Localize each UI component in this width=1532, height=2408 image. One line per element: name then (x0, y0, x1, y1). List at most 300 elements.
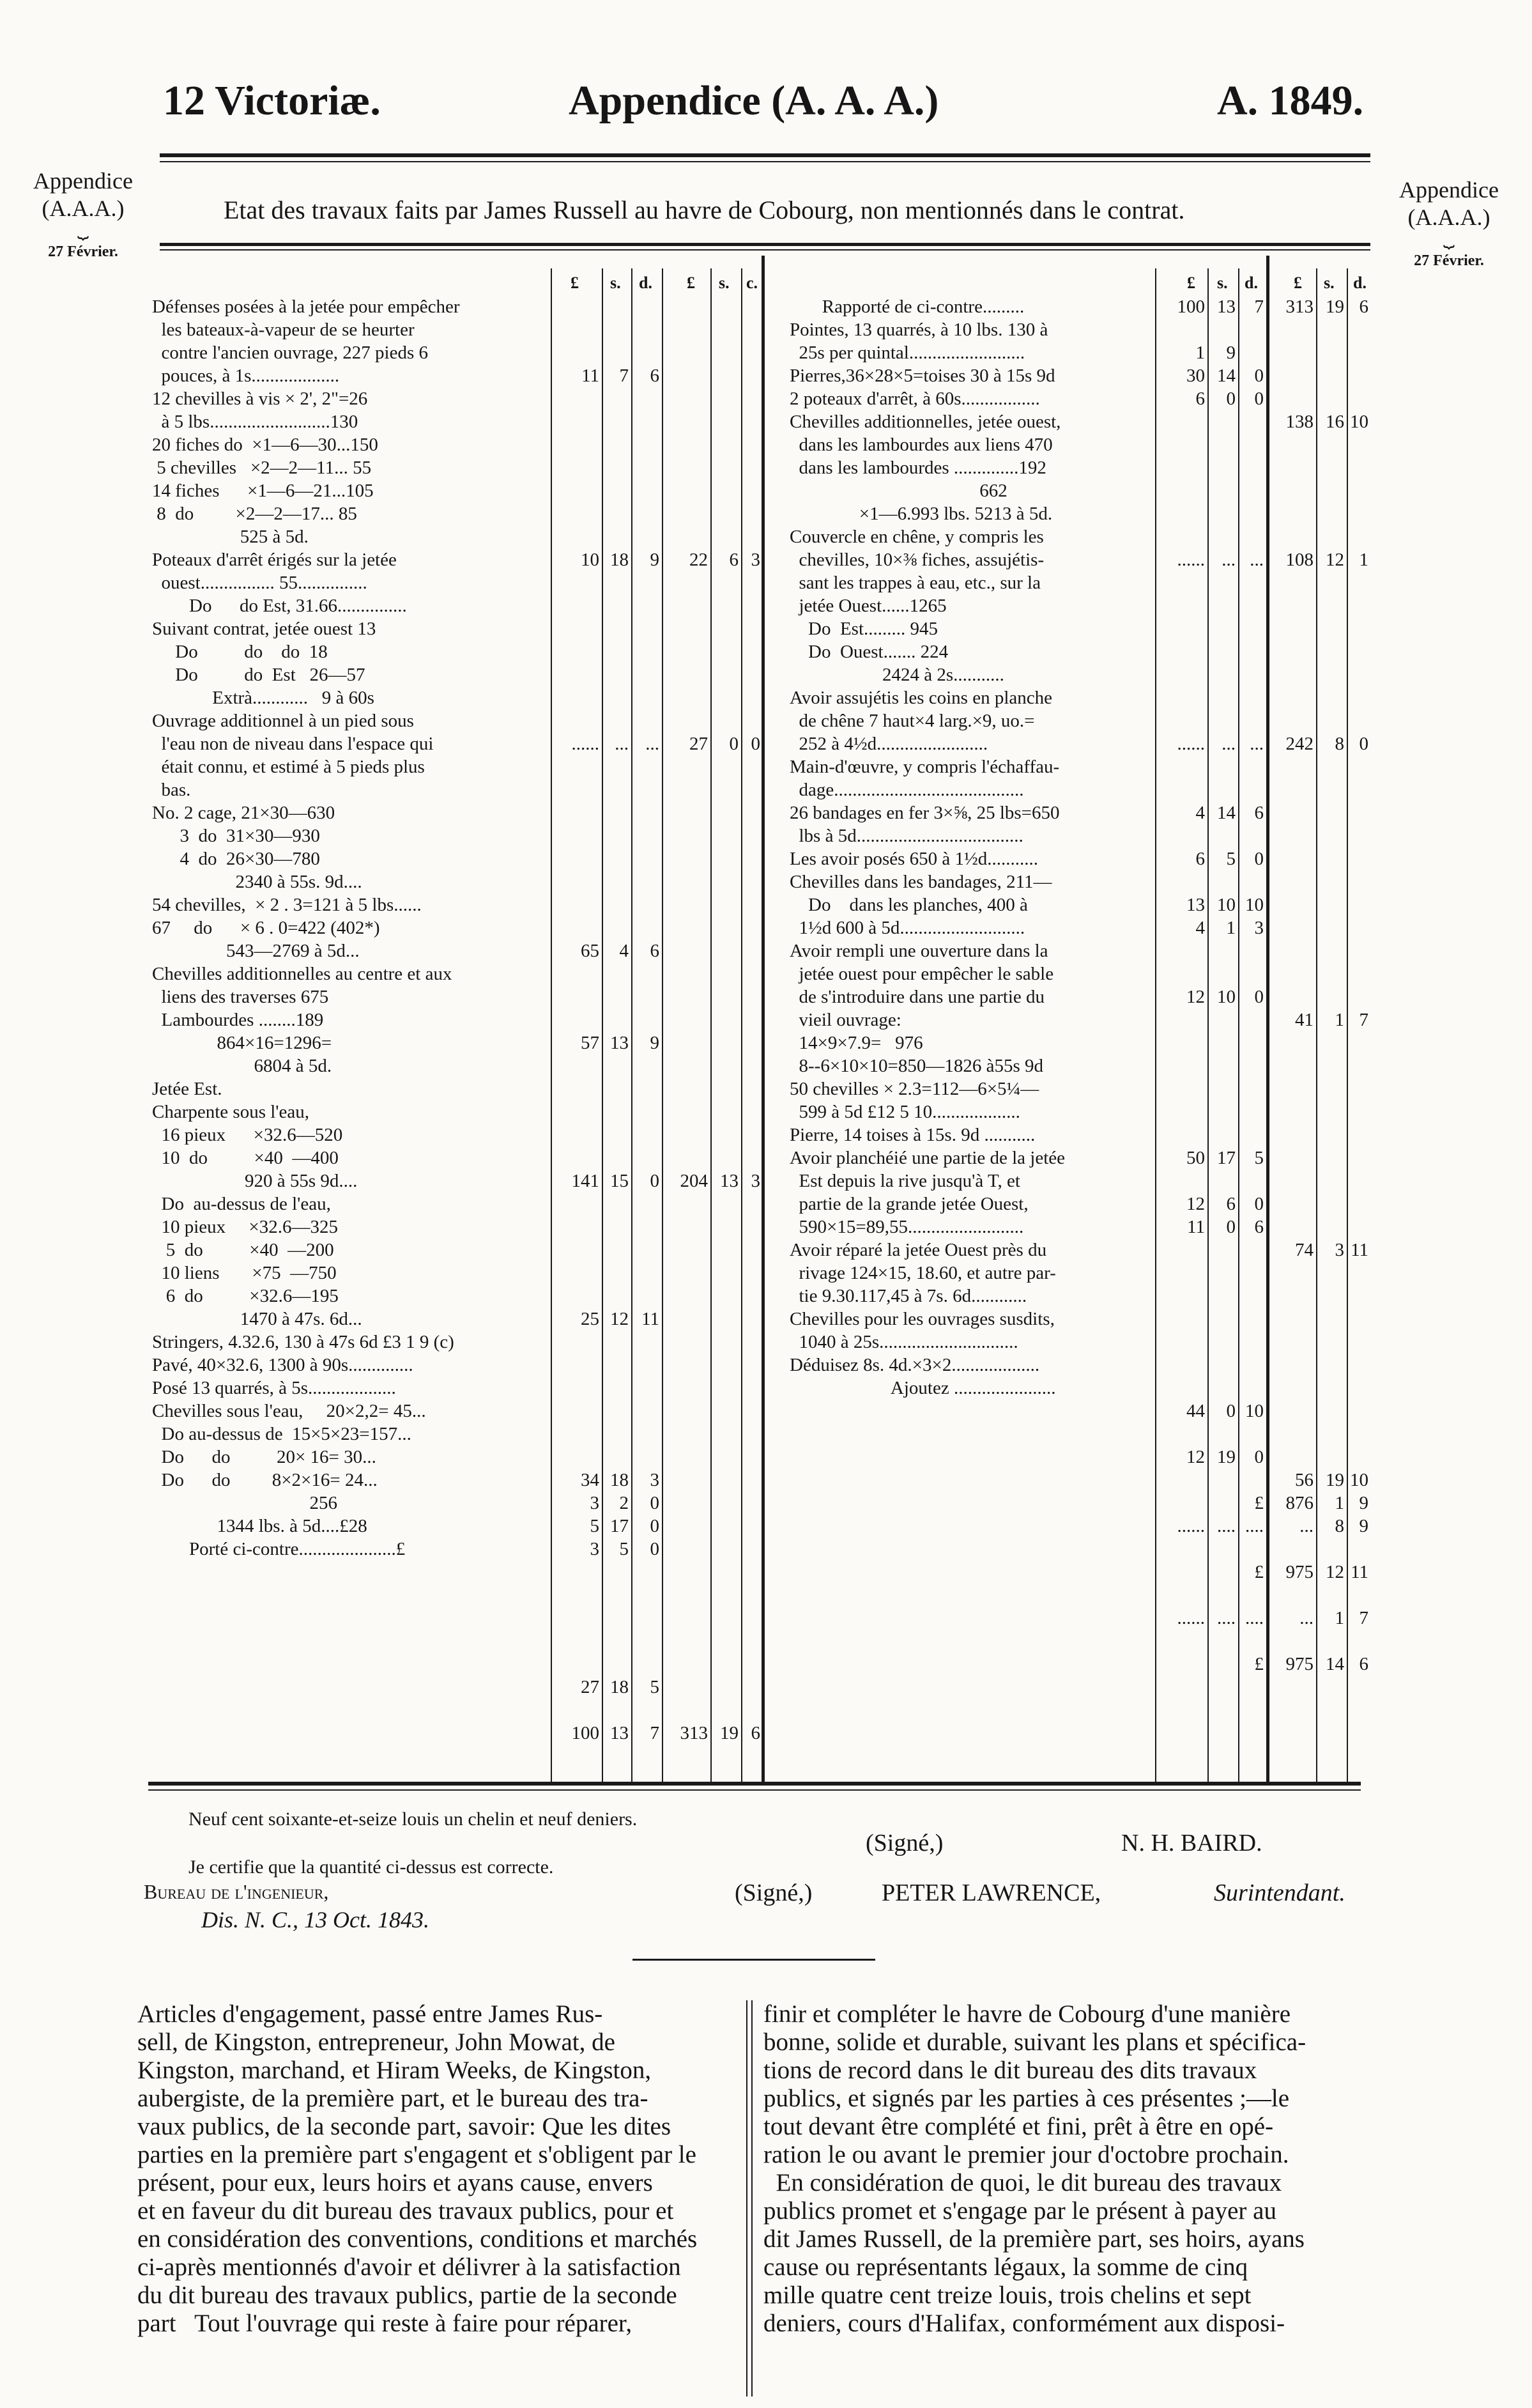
prose-line: tions de record dans le dit bureau des dits travaux (763, 2057, 1257, 2084)
table-line: l'eau non de niveau dans l'espace qui (152, 734, 434, 754)
amount-cell: 19 (1326, 297, 1344, 317)
amount-cell: ... (1250, 550, 1264, 570)
amount-cell: 13 (720, 1171, 739, 1191)
table-line: Chevilles additionnelles au centre et aux (152, 964, 452, 984)
certification: Je certifie que la quantité ci-dessus est correcte. (188, 1856, 554, 1878)
prose-line: publics promet et s'engage par le présent à payer au (763, 2197, 1276, 2225)
table-line: dans les lambourdes ..............192 (790, 458, 1046, 478)
amount-cell: 12 (610, 1309, 629, 1329)
margin-label-line2: (A.A.A.) (42, 196, 125, 222)
table-line: vieil ouvrage: (790, 1010, 901, 1030)
amount-cell: 5 (619, 1539, 629, 1559)
vrule (631, 268, 632, 1783)
column-divider (746, 2000, 747, 2396)
head-shilling-4: s. (1324, 274, 1335, 292)
table-line: 20 fiches do ×1—6—30...150 (152, 435, 378, 455)
amount-cell: 6 (1195, 389, 1205, 409)
amount-cell: 3 (590, 1539, 599, 1559)
table-line: Pierres,36×28×5=toises 30 à 15s 9d (790, 366, 1055, 386)
amount-cell: 10 (1350, 412, 1368, 432)
amount-cell: 3 (650, 1470, 659, 1490)
amount-cell: 0 (751, 734, 760, 754)
amount-cell: .... (1217, 1516, 1236, 1536)
table-line: Rapporté de ci-contre......... (790, 297, 1025, 317)
table-line: 864×16=1296= (152, 1033, 332, 1053)
table-line: Déduisez 8s. 4d.×3×2................... (790, 1355, 1040, 1375)
table-line: de chêne 7 haut×4 larg.×9, uo.= (790, 711, 1035, 731)
right-entries (790, 295, 1154, 1400)
vrule (1316, 268, 1317, 1783)
amount-cell: ...... (1177, 1516, 1205, 1536)
amount-cell: 1 (1359, 550, 1368, 570)
amount-cell: 11 (581, 366, 599, 386)
amount-cell: 0 (1226, 389, 1236, 409)
margin-label-line1: Appendice (1399, 177, 1499, 203)
vrule (741, 268, 742, 1783)
amount-cell: ... (645, 734, 659, 754)
header-left: 12 Victoriæ. (163, 77, 381, 124)
table-line: partie de la grande jetée Ouest, (790, 1194, 1029, 1214)
amount-cell: 12 (1326, 550, 1344, 570)
table-line: 1040 à 25s.............................. (790, 1332, 1018, 1352)
table-line: Défenses posées à la jetée pour empêcher (152, 297, 460, 317)
amount-cell: 6 (650, 366, 659, 386)
amount-cell: 27 (581, 1677, 599, 1697)
table-line: Chevilles dans les bandages, 211— (790, 872, 1052, 892)
table-line: 1470 à 47s. 6d... (152, 1309, 362, 1329)
amount-cell: 34 (581, 1470, 599, 1490)
header-rule (160, 153, 1370, 157)
signed-label-2: (Signé,) (735, 1879, 813, 1906)
amount-cell: ...... (1177, 550, 1205, 570)
table-line: lbs à 5d.................................... (790, 826, 1023, 846)
amount-cell: 0 (1226, 1401, 1236, 1421)
table-line: Main-d'œuvre, y compris l'échaffau- (790, 757, 1060, 777)
amount-cell: 57 (581, 1033, 599, 1053)
articles-column-1 (137, 2000, 735, 2338)
table-line: Do do 20× 16= 30... (152, 1447, 376, 1467)
vrule (1207, 268, 1209, 1783)
signed-label-1: (Signé,) (866, 1830, 944, 1856)
table-line: Ajoutez ...................... (790, 1378, 1056, 1398)
amount-cell: 22 (689, 550, 708, 570)
table-line: 10 do ×40 —400 (152, 1148, 339, 1168)
head-pound-2: £ (687, 274, 695, 292)
amount-cell: 65 (581, 941, 599, 961)
prose-line: présent, pour eux, leurs hoirs et ayans cause, envers (137, 2169, 653, 2196)
margin-label-line2: (A.A.A.) (1407, 205, 1490, 231)
table-bottom-rule-thin (148, 1789, 1361, 1791)
amount-cell: 0 (650, 1493, 659, 1513)
amount-cell: 56 (1295, 1470, 1314, 1490)
table-line: Pierre, 14 toises à 15s. 9d ........... (790, 1125, 1036, 1145)
table-line: 16 pieux ×32.6—520 (152, 1125, 343, 1145)
amount-cell: 7 (1359, 1010, 1368, 1030)
table-line: 256 (152, 1493, 337, 1513)
amount-cell: 14 (1326, 1654, 1344, 1674)
amount-cell: 0 (1226, 1217, 1236, 1237)
table-line: 10 pieux ×32.6—325 (152, 1217, 339, 1237)
amount-cell: 7 (619, 366, 629, 386)
table-line: Avoir réparé la jetée Ouest près du (790, 1240, 1047, 1260)
table-line: Avoir assujétis les coins en planche (790, 688, 1052, 708)
column-divider (751, 2000, 753, 2396)
amount-cell: 10 (1350, 1470, 1368, 1490)
table-line: Est depuis la rive jusqu'à T, et (790, 1171, 1020, 1191)
table-line: 26 bandages en fer 3×⅝, 25 lbs=650 (790, 803, 1060, 823)
prose-line: et en faveur du dit bureau des travaux publics, pour et (137, 2197, 674, 2225)
amount-cell: 3 (590, 1493, 599, 1513)
amount-cell: 0 (1254, 1194, 1264, 1214)
amount-cell: 0 (1254, 849, 1264, 869)
table-line: Lambourdes ........189 (152, 1010, 324, 1030)
vrule (710, 268, 712, 1783)
title-rule-thin (160, 249, 1370, 251)
table-line: 14×9×7.9= 976 (790, 1033, 923, 1053)
amount-cell: 141 (571, 1171, 599, 1191)
amount-cell: 3 (1254, 918, 1264, 938)
amount-cell: .... (1245, 1608, 1264, 1628)
bureau-label: Bureau de l'ingenieur, (144, 1880, 329, 1903)
prose-line: finir et compléter le havre de Cobourg d'une manière (763, 2000, 1291, 2028)
amount-cell: £ (1254, 1562, 1264, 1582)
amount-cell: ... (1222, 734, 1236, 754)
amount-cell: 1 (1226, 918, 1236, 938)
amount-cell: 3 (1335, 1240, 1344, 1260)
amount-cell: 6 (650, 941, 659, 961)
amount-cell: ... (1299, 1608, 1314, 1628)
separator-rule (632, 1959, 875, 1961)
amount-cell: 6 (1254, 1217, 1264, 1237)
vrule (602, 268, 603, 1783)
amount-cell: 50 (1186, 1148, 1205, 1168)
amount-cell: 14 (1217, 366, 1236, 386)
articles-column-2 (763, 2000, 1361, 2338)
prose-line: part Tout l'ouvrage qui reste à faire pour réparer, (137, 2310, 632, 2337)
amount-cell: 204 (680, 1171, 708, 1191)
amount-cell: 13 (610, 1033, 629, 1053)
table-line: Avoir planchéié une partie de la jetée (790, 1148, 1066, 1168)
amount-cell: 8 (1335, 1516, 1344, 1536)
prose-line: publics, et signés par les parties à ces présentes ;—le (763, 2085, 1290, 2112)
table-bottom-rule (148, 1782, 1361, 1786)
amount-cell: ... (1222, 550, 1236, 570)
amount-cell: 9 (650, 550, 659, 570)
amount-cell: £ (1254, 1654, 1264, 1674)
table-line: 2340 à 55s. 9d.... (152, 872, 362, 892)
table-line: ouest................ 55............... (152, 573, 367, 593)
amount-cell: 6 (1226, 1194, 1236, 1214)
table-line: 67 do × 6 . 0=422 (402*) (152, 918, 380, 938)
amount-cell: 9 (650, 1033, 659, 1053)
amount-cell: 0 (650, 1171, 659, 1191)
table-line: No. 2 cage, 21×30—630 (152, 803, 335, 823)
amount-cell: 14 (1217, 803, 1236, 823)
amount-cell: 18 (610, 1677, 629, 1697)
amount-cell: 6 (1359, 297, 1368, 317)
amount-cell: 3 (751, 1171, 760, 1191)
amount-cell: 6 (751, 1723, 760, 1743)
table-line: pouces, à 1s................... (152, 366, 340, 386)
amount-cell: £ (1254, 1493, 1264, 1513)
table-line: 5 chevilles ×2—2—11... 55 (152, 458, 372, 478)
amount-cell: 11 (1351, 1562, 1368, 1582)
head-pence-3: d. (1245, 274, 1258, 292)
prose-line: ration le ou avant le premier jour d'octobre prochain. (763, 2141, 1289, 2168)
amount-cell: 27 (689, 734, 708, 754)
header-right: A. 1849. (1217, 77, 1364, 124)
table-line: 599 à 5d £12 5 10................... (790, 1102, 1020, 1122)
table-line: 4 do 26×30—780 (152, 849, 320, 869)
table-line: Poteaux d'arrêt érigés sur la jetée (152, 550, 397, 570)
amount-cell: 313 (1285, 297, 1314, 317)
table-line: Do Ouest....... 224 (790, 642, 949, 662)
amount-cell: 3 (751, 550, 760, 570)
amount-cell: 12 (1186, 1194, 1205, 1214)
amount-cell: 876 (1285, 1493, 1314, 1513)
place-date: Dis. N. C., 13 Oct. 1843. (201, 1907, 430, 1933)
table-line: de s'introduire dans une partie du (790, 987, 1045, 1007)
vrule-center (762, 256, 765, 1783)
table-line: 50 chevilles × 2.3=112—6×5¼— (790, 1079, 1039, 1099)
table-line: jetée ouest pour empêcher le sable (790, 964, 1054, 984)
vrule (662, 268, 663, 1783)
table-line: rivage 124×15, 18.60, et autre par- (790, 1263, 1056, 1283)
head-pound-4: £ (1294, 274, 1302, 292)
amount-cell: 7 (1254, 297, 1264, 317)
amount-in-words: Neuf cent soixante-et-seize louis un chelin et neuf deniers. (188, 1809, 638, 1830)
table-line: 14 fiches ×1—6—21...105 (152, 481, 374, 501)
amount-cell: 17 (1217, 1148, 1236, 1168)
table-line: 920 à 55s 9d.... (152, 1171, 358, 1191)
amount-cell: 4 (619, 941, 629, 961)
table-title: Etat des travaux faits par James Russell au havre de Cobourg, non mentionnés dans le contrat. (224, 196, 1185, 224)
amount-cell: 0 (1254, 389, 1264, 409)
left-entries (152, 295, 548, 1561)
table-line: Do Est......... 945 (790, 619, 938, 639)
table-line: 590×15=89,55......................... (790, 1217, 1024, 1237)
table-line: sant les trappes à eau, etc., sur la (790, 573, 1041, 593)
amount-cell: 6 (1195, 849, 1205, 869)
amount-cell: 12 (1186, 1447, 1205, 1467)
amount-cell: 9 (1359, 1516, 1368, 1536)
table-line: 543—2769 à 5d... (152, 941, 360, 961)
table-line: 54 chevilles, × 2 . 3=121 à 5 lbs...... (152, 895, 422, 915)
prose-line: mille quatre cent treize louis, trois chelins et sept (763, 2281, 1252, 2309)
table-line: Do au-dessus de 15×5×23=157... (152, 1424, 411, 1444)
amount-cell: 313 (680, 1723, 708, 1743)
amount-cell: 5 (650, 1677, 659, 1697)
amount-cell: 242 (1285, 734, 1314, 754)
table-line: était connu, et estimé à 5 pieds plus (152, 757, 425, 777)
margin-date: 27 Février. (1414, 252, 1484, 270)
header-rule-thin (160, 161, 1370, 162)
table-line: 6804 à 5d. (152, 1056, 332, 1076)
vrule (1238, 268, 1239, 1783)
amount-cell: 12 (1186, 987, 1205, 1007)
amount-cell: 13 (1186, 895, 1205, 915)
amount-cell: 44 (1186, 1401, 1205, 1421)
amount-cell: 10 (581, 550, 599, 570)
amount-cell: 7 (650, 1723, 659, 1743)
table-line: Do au-dessus de l'eau, (152, 1194, 331, 1214)
table-line: 12 chevilles à vis × 2', 2"=26 (152, 389, 368, 409)
amount-cell: 11 (641, 1309, 659, 1329)
signature-lawrence: PETER LAWRENCE, (882, 1879, 1101, 1906)
amount-cell: 1 (1335, 1608, 1344, 1628)
prose-line: sell, de Kingston, entrepreneur, John Mowat, de (137, 2028, 615, 2056)
amount-cell: 16 (1326, 412, 1344, 432)
head-pence-1: d. (639, 274, 652, 292)
amount-cell: 10 (1245, 895, 1264, 915)
amount-cell: 10 (1217, 895, 1236, 915)
margin-brace-icon: ⏟ (1443, 227, 1455, 249)
prose-line: parties en la première part s'engagent et s'obligent par le (137, 2141, 696, 2168)
prose-line: vaux publics, de la seconde part, savoir: Que les dites (137, 2113, 671, 2140)
margin-label-line1: Appendice (33, 168, 133, 194)
amount-cell: 975 (1285, 1654, 1314, 1674)
table-line: 2424 à 2s........... (790, 665, 1004, 685)
margin-note-right (1379, 176, 1519, 270)
table-line: Les avoir posés 650 à 1½d........... (790, 849, 1039, 869)
table-line: Jetée Est. (152, 1079, 222, 1099)
amount-cell: ...... (1177, 1608, 1205, 1628)
amount-cell: 4 (1195, 803, 1205, 823)
amount-cell: 1 (1195, 343, 1205, 363)
amount-cell: 7 (1359, 1608, 1368, 1628)
table-line: 8--6×10×10=850—1826 à55s 9d (790, 1056, 1044, 1076)
table-line: Ouvrage additionnel à un pied sous (152, 711, 414, 731)
table-line: Do do Est, 31.66............... (152, 596, 407, 616)
amount-cell: 0 (1254, 987, 1264, 1007)
prose-line: aubergiste, de la première part, et le bureau des tra- (137, 2085, 648, 2112)
amount-cell: 10 (1245, 1401, 1264, 1421)
amount-cell: 15 (610, 1171, 629, 1191)
amount-cell: 0 (650, 1539, 659, 1559)
margin-note-left (19, 167, 147, 261)
amount-cell: 0 (1254, 1447, 1264, 1467)
table-line: Extrà............ 9 à 60s (152, 688, 374, 708)
table-line: 3 do 31×30—930 (152, 826, 320, 846)
amount-cell: 1 (1335, 1493, 1344, 1513)
prose-line: bonne, solide et durable, suivant les plans et spécifica- (763, 2028, 1306, 2056)
prose-line: du dit bureau des travaux publics, partie de la seconde (137, 2281, 677, 2309)
amount-cell: 5 (1226, 849, 1236, 869)
table-line: Chevilles sous l'eau, 20×2,2= 45... (152, 1401, 426, 1421)
table-line: Charpente sous l'eau, (152, 1102, 310, 1122)
amount-cell: 10 (1217, 987, 1236, 1007)
table-line: Chevilles additionnelles, jetée ouest, (790, 412, 1061, 432)
amount-cell: ... (1299, 1516, 1314, 1536)
amount-cell: 11 (1351, 1240, 1368, 1260)
signature-baird: N. H. BAIRD. (1121, 1830, 1262, 1856)
head-shilling-3: s. (1217, 274, 1228, 292)
table-line: Suivant contrat, jetée ouest 13 (152, 619, 376, 639)
table-line: Do dans les planches, 400 à (790, 895, 1028, 915)
table-line: Couvercle en chêne, y compris les (790, 527, 1044, 547)
amount-cell: .... (1245, 1516, 1264, 1536)
table-line: 525 à 5d. (152, 527, 309, 547)
signature-title: Surintendant. (1214, 1879, 1345, 1906)
table-line: Chevilles pour les ouvrages susdits, (790, 1309, 1055, 1329)
amount-cell: ... (615, 734, 629, 754)
table-line: 2 poteaux d'arrêt, à 60s................. (790, 389, 1040, 409)
amount-cell: 74 (1295, 1240, 1314, 1260)
amount-cell: 30 (1186, 366, 1205, 386)
table-line: les bateaux-à-vapeur de se heurter (152, 320, 415, 340)
table-line: Stringers, 4.32.6, 130 à 47s 6d £3 1 9 (c) (152, 1332, 454, 1352)
amount-cell: 19 (720, 1723, 739, 1743)
table-line: bas. (152, 780, 191, 800)
table-line: Do do 8×2×16= 24... (152, 1470, 378, 1490)
amount-cell: ...... (1177, 734, 1205, 754)
head-shilling-1: s. (610, 274, 621, 292)
table-line: 8 do ×2—2—17... 85 (152, 504, 357, 524)
table-line: Pointes, 13 quarrés, à 10 lbs. 130 à (790, 320, 1048, 340)
amount-cell: 100 (571, 1723, 599, 1743)
amount-cell: 100 (1177, 297, 1205, 317)
table-line: ×1—6.993 lbs. 5213 à 5d. (790, 504, 1053, 524)
head-pence-4: d. (1353, 274, 1367, 292)
amount-cell: 108 (1285, 550, 1314, 570)
amount-cell: 9 (1226, 343, 1236, 363)
amount-cell: 5 (590, 1516, 599, 1536)
prose-line: ci-après mentionnés d'avoir et délivrer à la satisfaction (137, 2253, 681, 2281)
table-line: 6 do ×32.6—195 (152, 1286, 339, 1306)
amount-cell: 13 (610, 1723, 629, 1743)
amount-cell: 0 (1254, 366, 1264, 386)
head-pound-3: £ (1187, 274, 1195, 292)
header-center: Appendice (A. A. A.) (569, 77, 939, 124)
amount-cell: 17 (610, 1516, 629, 1536)
table-line: Avoir rempli une ouverture dans la (790, 941, 1048, 961)
table-line: à 5 lbs..........................130 (152, 412, 358, 432)
amount-cell: 18 (610, 550, 629, 570)
table-line: 10 liens ×75 —750 (152, 1263, 337, 1283)
table-line: contre l'ancien ouvrage, 227 pieds 6 (152, 343, 429, 363)
amount-cell: 8 (1335, 734, 1344, 754)
amount-cell: 5 (1254, 1148, 1264, 1168)
table-line: tie 9.30.117,45 à 7s. 6d............ (790, 1286, 1027, 1306)
table-line: 1344 lbs. à 5d....£28 (152, 1516, 367, 1536)
prose-line: Kingston, marchand, et Hiram Weeks, de Kingston, (137, 2057, 652, 2084)
table-line: 1½d 600 à 5d........................... (790, 918, 1025, 938)
amount-cell: 41 (1295, 1010, 1314, 1030)
amount-cell: 6 (1359, 1654, 1368, 1674)
table-line: Do do Est 26—57 (152, 665, 365, 685)
title-rule (160, 243, 1370, 246)
prose-line: deniers, cours d'Halifax, conformément aux disposi- (763, 2310, 1285, 2337)
table-line: Do do do 18 (152, 642, 328, 662)
amount-cell: 25 (581, 1309, 599, 1329)
table-line: liens des traverses 675 (152, 987, 329, 1007)
margin-date: 27 Février. (48, 243, 118, 261)
table-line: 662 (790, 481, 1007, 501)
table-line: 25s per quintal......................... (790, 343, 1025, 363)
amount-cell: 2 (619, 1493, 629, 1513)
amount-cell: 18 (610, 1470, 629, 1490)
amount-cell: 0 (729, 734, 739, 754)
amount-cell: 6 (729, 550, 739, 570)
amount-cell: .... (1217, 1608, 1236, 1628)
amount-cell: ... (1250, 734, 1264, 754)
amount-cell: 13 (1217, 297, 1236, 317)
prose-line: en considération des conventions, conditions et marchés (137, 2225, 698, 2253)
prose-line: Articles d'engagement, passé entre James Rus- (137, 2000, 603, 2028)
table-line: Posé 13 quarrés, à 5s................... (152, 1378, 396, 1398)
amount-cell: 19 (1217, 1447, 1236, 1467)
amount-cell: 975 (1285, 1562, 1314, 1582)
